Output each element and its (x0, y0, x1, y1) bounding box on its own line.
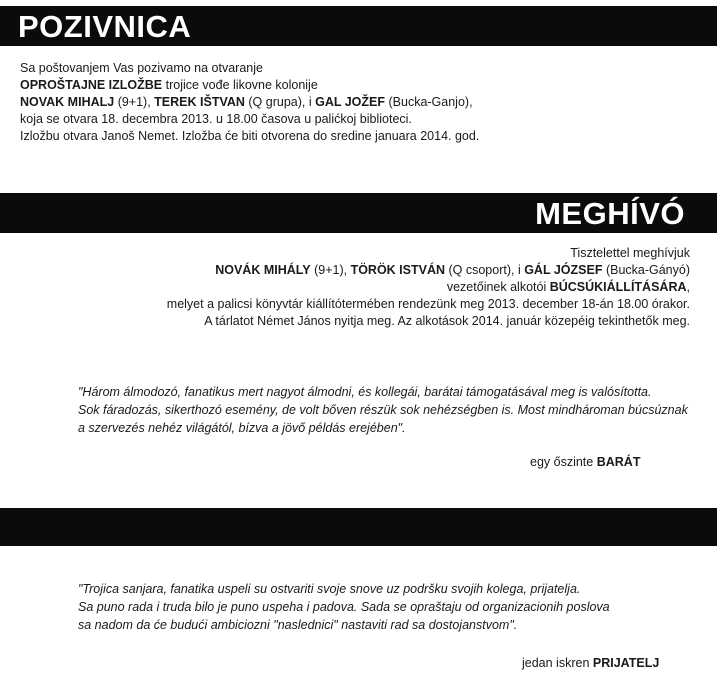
hu-artist-1-note: (9+1), (310, 263, 351, 277)
hu-artist-1: NOVÁK MIHÁLY (215, 263, 311, 277)
sr-artist-1: NOVAK MIHALJ (20, 95, 115, 109)
hu-line-1: Tisztelettel meghívjuk (570, 246, 690, 260)
hu-artist-2-note: (Q csoport), i (445, 263, 525, 277)
sr-artist-2-note: (Q grupa), i (244, 95, 316, 109)
hu-artist-3-note: (Bucka-Gányó) (602, 263, 690, 277)
pozivnica-header-bar (0, 6, 717, 46)
pozivnica-title: POZIVNICA (18, 9, 192, 44)
meghivo-header-bar (0, 193, 717, 233)
sr-line-2-rest: trojice vođe likovne kolonije (162, 78, 318, 92)
sr-artist-2: TEREK IŠTVAN (154, 95, 245, 109)
hu-line-3-rest: vezetőinek alkotói (446, 280, 550, 294)
hu-exhibition-name: BÚCSÚKIÁLLÍTÁSÁRA (549, 280, 687, 294)
serbian-signature (522, 656, 659, 670)
hungarian-invitation-text (167, 245, 690, 330)
serbian-invitation-text (20, 60, 479, 145)
hu-quote-line-1: "Három álmodozó, fanatikus mert nagyot álmodni, és kollegái, barátai támogatásával meg is valósította. (78, 385, 652, 399)
hu-artist-3: GÁL JÓZSEF (524, 263, 603, 277)
sr-quote-line-1: "Trojica sanjara, fanatika uspeli su ostvariti svoje snove uz podršku svojih kolega, prijatelja. (78, 582, 581, 596)
meghivo-title: MEGHÍVÓ (535, 196, 685, 231)
sr-quote-line-2: Sa puno rada i truda bilo je puno uspeha i padova. Sada se opraštaju od organizacionih poslova (78, 600, 610, 614)
sr-artist-1-note: (9+1), (114, 95, 155, 109)
hu-line-5: A tárlatot Német János nyitja meg. Az alkotások 2014. január közepéig tekinthetők meg. (204, 314, 690, 328)
hu-line-3 (167, 279, 690, 296)
sr-quote-line-3: sa nadom da će budući ambiciozni "naslednici" nastaviti rad sa dostojanstvom". (78, 618, 518, 632)
sr-artists-line (20, 94, 479, 111)
sr-line-1: Sa poštovanjem Vas pozivamo na otvaranje (20, 61, 263, 75)
sr-exhibition-name: OPROŠTAJNE IZLOŽBE (20, 78, 163, 92)
serbian-quote (78, 580, 610, 634)
hu-artist-2: TÖRÖK ISTVÁN (350, 263, 446, 277)
sr-artist-3: GAL JOŽEF (315, 95, 386, 109)
hungarian-signature (530, 455, 640, 469)
sr-line-5: Izložbu otvara Janoš Nemet. Izložba će biti otvorena do sredine januara 2014. god. (20, 129, 480, 143)
hu-signature-plain: egy őszinte (530, 455, 597, 469)
sr-line-4: koja se otvara 18. decembra 2013. u 18.00 časova u palićkoj biblioteci. (20, 112, 412, 126)
hu-line-3-end: , (686, 280, 690, 294)
sr-line-2 (20, 77, 479, 94)
hu-line-4: melyet a palicsi könyvtár kiállítótermében rendezünk meg 2013. december 18-án 18.00 órakor. (166, 297, 690, 311)
hu-signature-bold: BARÁT (596, 455, 641, 469)
sr-artist-3-note: (Bucka-Ganjo), (385, 95, 473, 109)
sr-signature-bold: PRIJATELJ (592, 656, 660, 670)
sr-signature-plain: jedan iskren (522, 656, 593, 670)
hu-quote-line-3: a szervezés nehéz világától, bízva a jövő példás erejében". (78, 421, 406, 435)
hu-quote-line-2: Sok fáradozás, sikerthozó esemény, de volt bőven részük sok nehézségben is. Most mindhároman búcsúznak (78, 403, 688, 417)
hu-artists-line (167, 262, 690, 279)
hungarian-quote (78, 383, 688, 437)
separator-bar (0, 508, 717, 546)
